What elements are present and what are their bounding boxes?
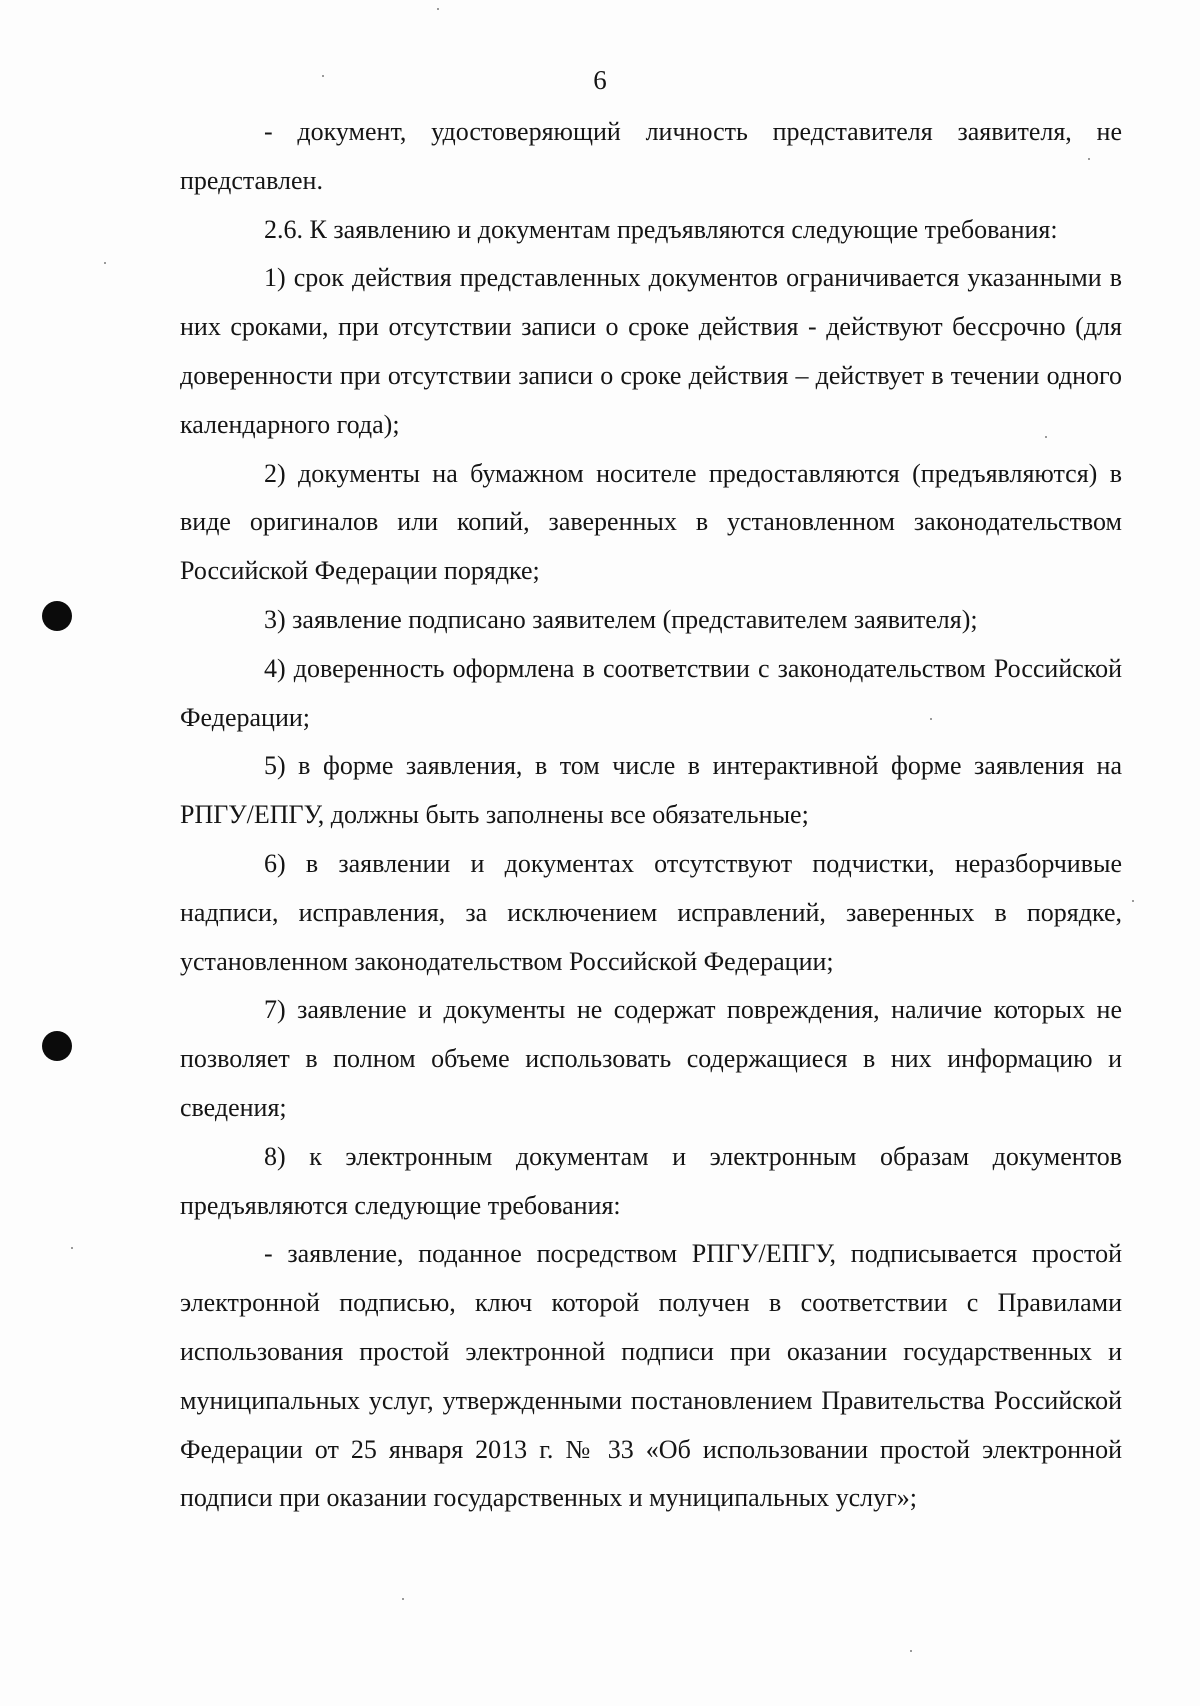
scan-speck <box>437 8 439 10</box>
scan-speck <box>322 75 324 77</box>
paragraph-requirement-5-form-fields: 5) в форме заявления, в том числе в интерактивной форме заявления на РПГУ/ЕПГУ, должны быть заполнены все обязательные; <box>180 751 1122 830</box>
paragraph-requirement-8-electronic-documents: 8) к электронным документам и электронным образам документов предъявляются следующие требования: <box>180 1141 1122 1220</box>
paragraph-requirement-1-validity: 1) срок действия представленных документов ограничивается указанными в них сроками, при отсутствии записи о сроке действия - действуют бессрочно (для доверенности при отсутствии записи о сроке действия – действует в течении одного календарного года); <box>180 263 1122 439</box>
page-number: 6 <box>593 65 607 95</box>
punch-hole <box>42 601 72 631</box>
paragraph-no-representative-id: - документ, удостоверяющий личность представителя заявителя, не представлен. <box>180 117 1122 195</box>
paragraph-requirement-7-no-damage: 7) заявление и документы не содержат повреждения, наличие которых не позволяет в полном объеме использовать содержащиеся в них информацию и сведения; <box>180 995 1122 1122</box>
scan-speck <box>71 1247 73 1249</box>
scan-speck <box>1132 900 1134 902</box>
paragraph-requirement-3-signed: 3) заявление подписано заявителем (представителем заявителя); <box>264 604 978 634</box>
punch-hole <box>42 1031 72 1061</box>
paragraph-requirement-4-power-of-attorney: 4) доверенность оформлена в соответствии с законодательством Российской Федерации; <box>180 653 1122 732</box>
paragraph-requirement-6-no-erasures: 6) в заявлении и документах отсутствуют подчистки, неразборчивые надписи, исправления, за исключением исправлений, заверенных в порядке, установленном законодательством Российской Федерации; <box>180 848 1122 976</box>
document-body <box>180 108 1122 1523</box>
paragraph-requirement-2-paper-documents: 2) документы на бумажном носителе предоставляются (предъявляются) в виде оригиналов или копий, заверенных в установленном законодательством Российской Федерации порядке; <box>180 458 1122 586</box>
paragraph-section-2-6-heading: 2.6. К заявлению и документам предъявляются следующие требования: <box>264 214 1058 244</box>
scan-speck <box>402 1598 404 1600</box>
paragraph-simple-electronic-signature: - заявление, поданное посредством РПГУ/ЕПГУ, подписывается простой электронной подписью, ключ которой получен в соответствии с Правилами использования простой электронной подписи при оказании государственных и муниципальных услуг, утвержденными постановлением Правительства Российской Федерации от 25 января 2013 г. № 33 «Об использовании простой электронной подписи при оказании государственных и муниципальных услуг»; <box>180 1239 1122 1513</box>
scan-speck <box>910 1650 912 1652</box>
scan-speck <box>104 262 106 264</box>
